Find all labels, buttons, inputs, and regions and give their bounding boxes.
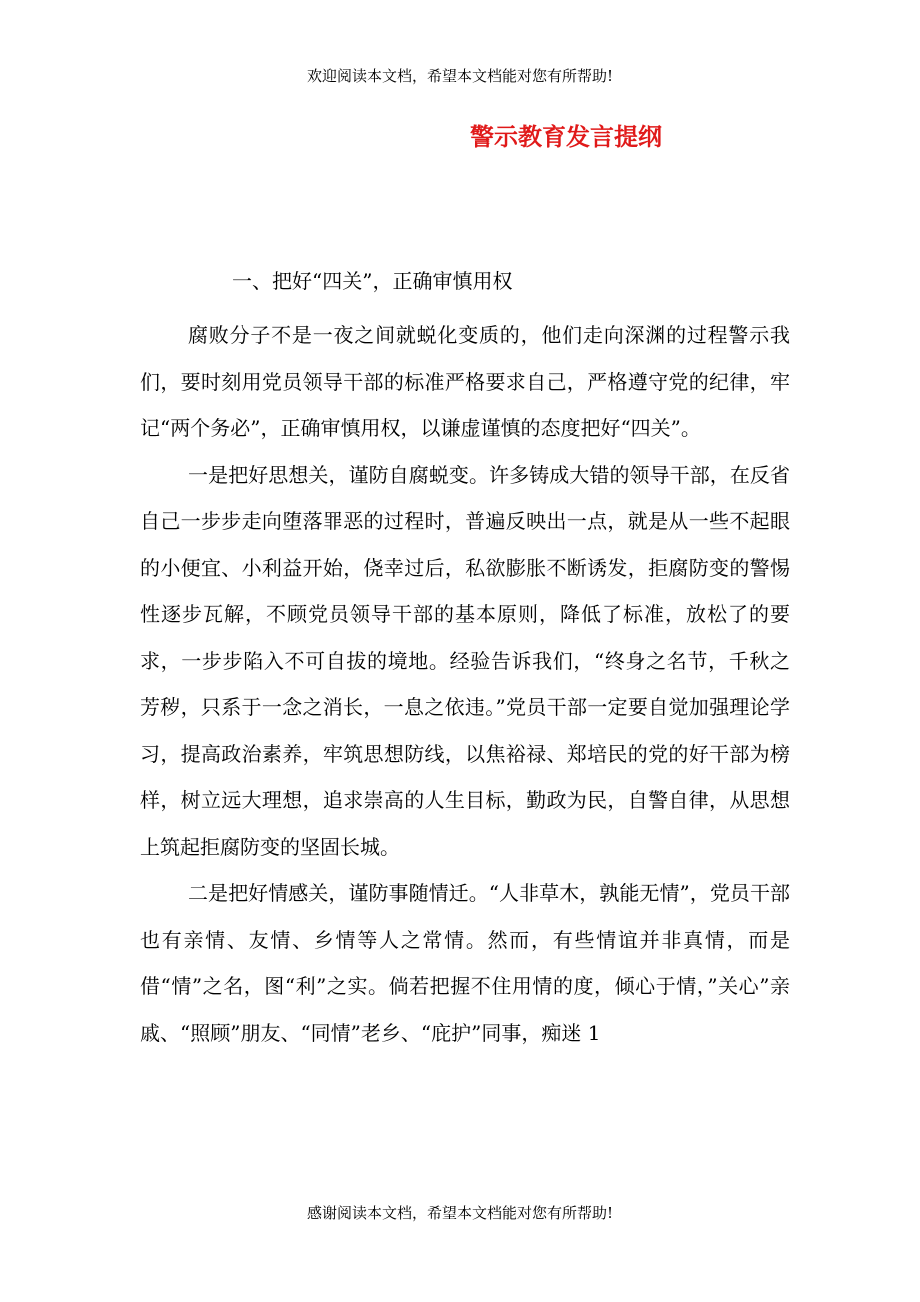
paragraph-emotion-gate: 二是把好情感关，谨防事随情迁。“人非草木，孰能无情”，党员干部也有亲情、友情、乡情等人之常情。然而，有些情谊并非真情，而是借“情”之名，图“利”之实。倘若把握不住用情的度，倾心于情，”关心”亲戚、“照顾”朋友、“同情”老乡、“庇护”同事，痴迷 1: [140, 881, 790, 1045]
paragraph-intro: 腐败分子不是一夜之间就蜕化变质的，他们走向深渊的过程警示我们，要时刻用党员领导干部的标准严格要求自己，严格遵守党的纪律，牢记“两个务必”，正确审慎用权，以谦虚谨慎的态度把好“四关”。: [140, 323, 790, 440]
document-title: 警示教育发言提纲: [470, 123, 662, 151]
paragraph-thought-gate: 一是把好思想关，谨防自腐蜕变。许多铸成大错的领导干部，在反省自己一步步走向堕落罪恶的过程时，普遍反映出一点，就是从一些不起眼的小便宜、小利益开始，侥幸过后，私欲膨胀不断诱发，拒腐防变的警惕性逐步瓦解，不顾党员领导干部的基本原则，降低了标准，放松了的要求，一步步陷入不可自拔的境地。经验告诉我们，“终身之名节，千秋之芳秽，只系于一念之消长，一息之依违。”党员干部一定要自觉加强理论学习，提高政治素养，牢筑思想防线，以焦裕禄、郑培民的党的好干部为榜样，树立远大理想，追求崇高的人生目标，勤政为民，自警自律，从思想上筑起拒腐防变的坚固长城。: [140, 462, 790, 859]
footer-note: 感谢阅读本文档，希望本文档能对您有所帮助!: [306, 1204, 614, 1222]
section-heading: 一、把好“四关”，正确审慎用权: [232, 269, 513, 293]
header-note: 欢迎阅读本文档，希望本文档能对您有所帮助!: [306, 67, 614, 85]
document-body: [140, 312, 790, 1056]
